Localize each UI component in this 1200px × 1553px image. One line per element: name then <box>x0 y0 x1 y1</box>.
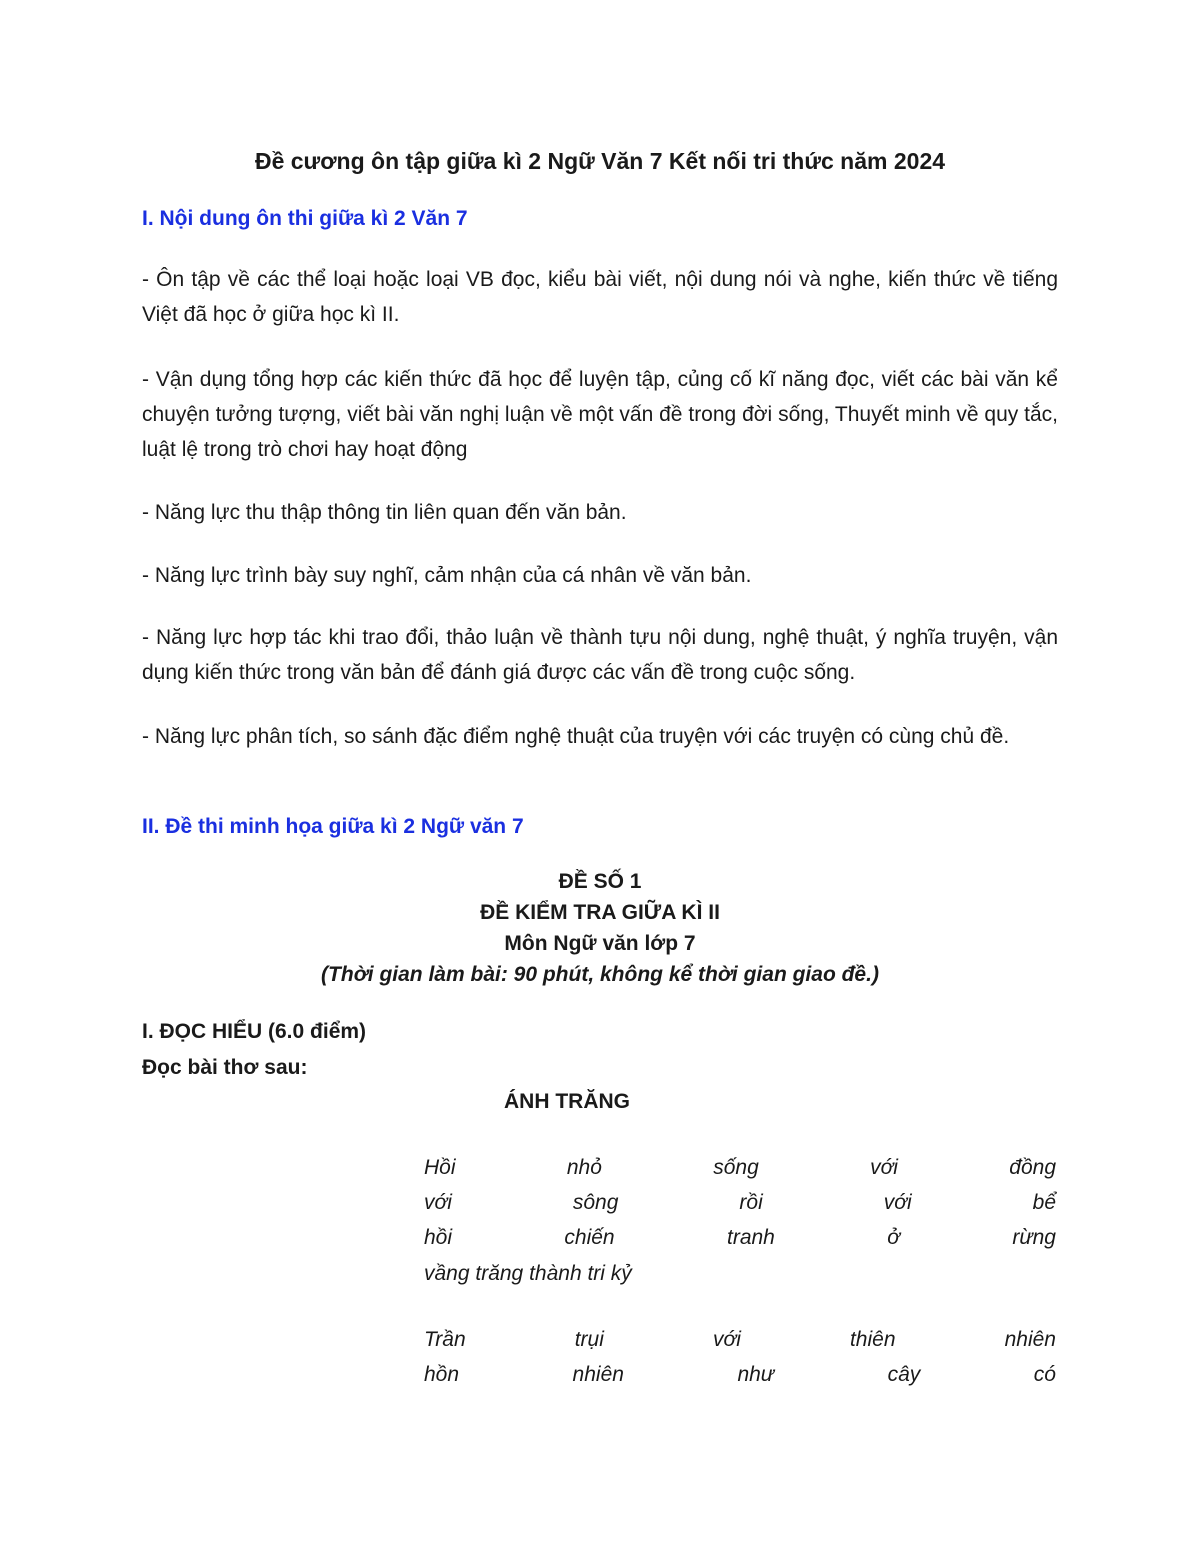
paragraph-collect-info: - Năng lực thu thập thông tin liên quan đến văn bản. <box>142 501 627 524</box>
paragraph-apply-knowledge: - Vận dụng tổng hợp các kiến thức đã học để luyện tập, củng cố kĩ năng đọc, viết các bài văn kể chuyện tưởng tượng, viết bài văn nghị luận về một vấn đề trong đời sống, Thuyết minh về quy tắc, luật lệ trong trò chơi hay hoạt động <box>142 368 1058 461</box>
exam-time-note: (Thời gian làm bài: 90 phút, không kể thời gian giao đề.) <box>321 963 879 986</box>
poem-line: Trần trụi với thiên nhiên <box>424 1328 1056 1351</box>
poem-line: hồn nhiên như cây có <box>424 1363 1056 1386</box>
document-title: Đề cương ôn tập giữa kì 2 Ngữ Văn 7 Kết nối tri thức năm 2024 <box>254 148 946 174</box>
exam-name: ĐỀ KIỂM TRA GIỮA KÌ II <box>480 901 720 924</box>
section-heading-content: I. Nội dung ôn thi giữa kì 2 Văn 7 <box>142 207 468 230</box>
section-heading-sample-exam: II. Đề thi minh họa giữa kì 2 Ngữ văn 7 <box>142 815 524 838</box>
paragraph-cooperation: - Năng lực hợp tác khi trao đổi, thảo luận về thành tựu nội dung, nghệ thuật, ý nghĩa truyện, vận dụng kiến thức trong văn bản để đánh giá được các vấn đề trong cuộc sống. <box>142 626 1058 684</box>
exam-number: ĐỀ SỐ 1 <box>558 870 642 893</box>
reading-instruction: Đọc bài thơ sau: <box>142 1056 308 1079</box>
paragraph-analysis: - Năng lực phân tích, so sánh đặc điểm nghệ thuật của truyện với các truyện có cùng chủ đề. <box>142 725 1010 748</box>
poem-line: với sông rồi với bể <box>424 1191 1056 1214</box>
poem-title: ÁNH TRĂNG <box>504 1090 630 1113</box>
part1-heading: I. ĐỌC HIỂU (6.0 điểm) <box>142 1020 367 1043</box>
exam-subject: Môn Ngữ văn lớp 7 <box>504 932 696 955</box>
poem-line: Hồi nhỏ sống với đồng <box>424 1156 1056 1179</box>
poem-line: vầng trăng thành tri kỷ <box>424 1262 632 1285</box>
poem-line: hồi chiến tranh ở rừng <box>424 1226 1056 1249</box>
paragraph-present-thoughts: - Năng lực trình bày suy nghĩ, cảm nhận của cá nhân về văn bản. <box>142 564 752 587</box>
paragraph-review-genres: - Ôn tập về các thể loại hoặc loại VB đọc, kiểu bài viết, nội dung nói và nghe, kiến thức về tiếng Việt đã học ở giữa học kì II. <box>142 268 1058 326</box>
exam-header <box>0 866 1200 990</box>
